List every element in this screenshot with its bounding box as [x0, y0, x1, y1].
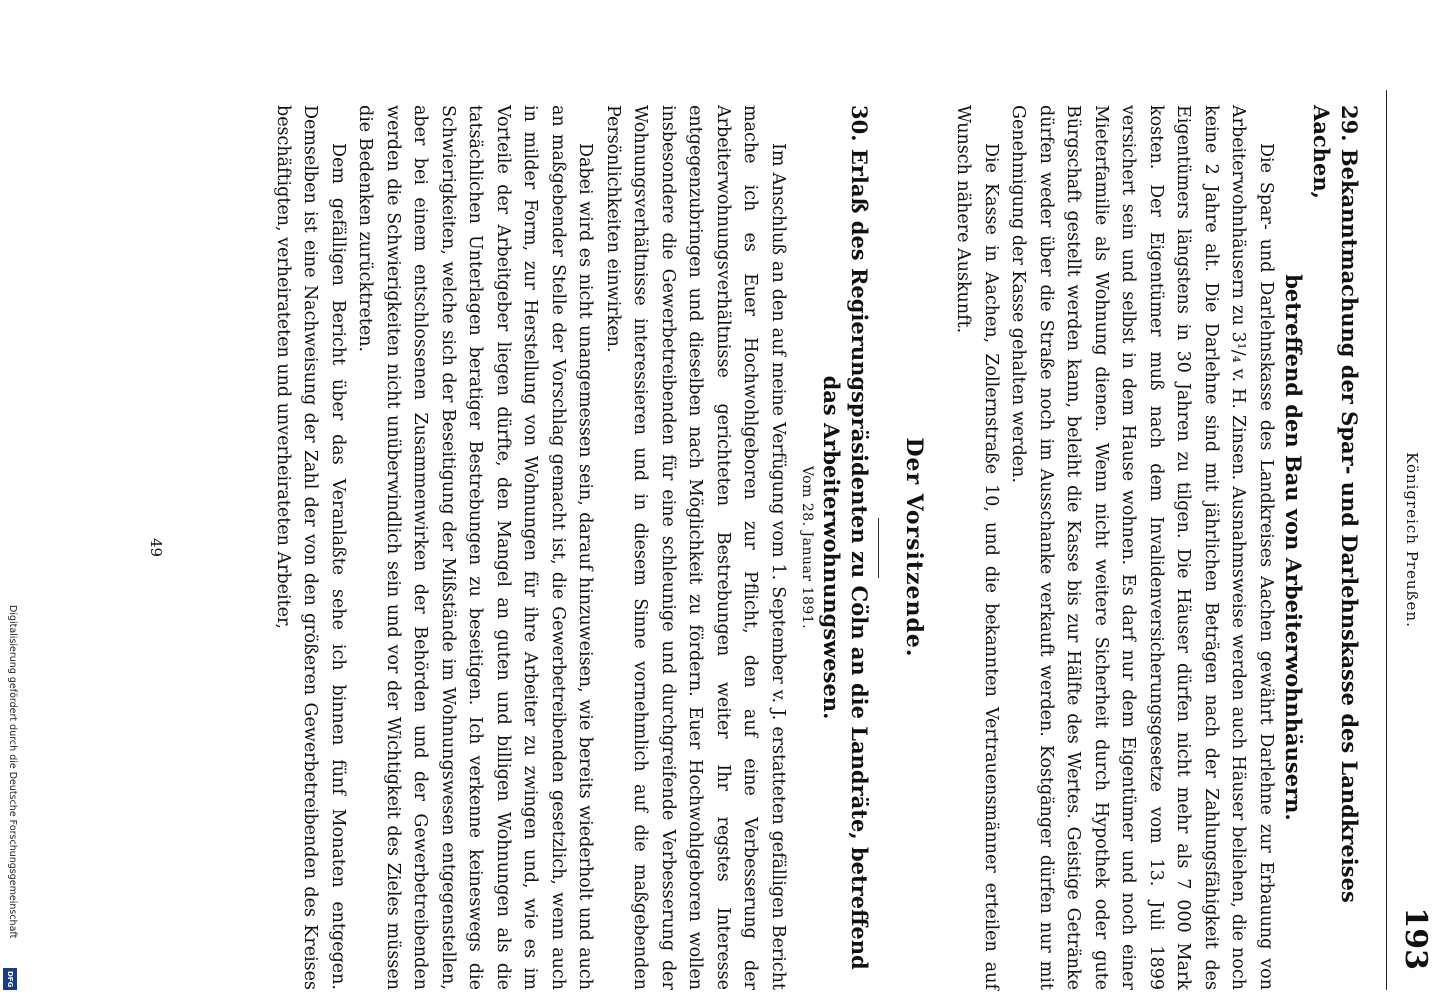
rotated-page-content — [147, 0, 1455, 1000]
section-30-paragraph-1: Im Anschluß an den auf meine Verfügung vom 1. September v. J. erstatteten gefälligen Bericht mache ich es Euer Hochwohlgeboren zur Pflicht, den auf eine Verbesserung der Arbeiterwohnungsverhältnisse gerichteten Bestrebungen weiter Ihr regstes Interesse entgegenzubringen und dieselben nach Möglichkeit zu fördern. Euer Hochwohlgeboren wollen insbesondere die Gewerbetreibenden für eine schleunige und durchgreifende Verbesserung der Wohnungsverhältnisse interessieren und in diesem Sinne vornehmlich auf die maßgebenden Persönlichkeiten einwirken. — [603, 105, 788, 990]
signature-mark: 49 — [147, 537, 165, 558]
section-29-paragraph-1: Die Spar- und Darlehnskasse des Landkreises Aachen gewährt Darlehne zur Erbauung von Arbeiterwohnhäusern zu 3¹/₄ v. H. Zinsen. Ausnahmsweise werden auch Häuser beliehen, die noch keine 2 Jahre alt. Die Darlehne sind mit jährlichen Beträgen nach der Zahlungsfähigkeit des Eigentümers längstens in 30 Jahren zu tilgen. Die Häuser dürfen nicht mehr als 7 000 Mark kosten. Der Eigentümer muß nach dem Invalidenversicherungsgesetze vom 13. Juli 1899 versichert sein und selbst in dem Hause wohnen. Es darf nur dem Eigentümer und noch einer Mieterfamilie als Wohnung dienen. Wenn nicht weitere Sicherheit durch Hypothek oder gute Bürgschaft gestellt werden kann, beleiht die Kasse bis zur Hälfte des Wertes. Geistige Getränke dürfen weder über die Straße noch im Ausschanke verkauft werden. Kostgänger dürfen nur mit Genehmigung der Kasse gehalten werden. — [1008, 105, 1276, 990]
digitization-credit — [0, 0, 20, 1000]
section-29-paragraph-2: Die Kasse in Aachen, Zollernstraße 10, und die bekannten Vertrauensmänner erteilen auf Wunsch nähere Auskunft. — [953, 105, 1001, 990]
digitization-credit-text: Digitalisierung gefördert durch die Deutsche Forschungsgemeinschaft — [7, 605, 18, 939]
section-29-signature: Der Vorsitzende. — [901, 437, 927, 658]
running-title: Königreich Preußen. — [1403, 452, 1421, 628]
section-29 — [864, 105, 1363, 990]
section-divider — [878, 518, 879, 578]
section-29-heading: 29. Bekanntmachung der Spar- und Darlehnskasse des Landkreises Aachen, — [1309, 105, 1362, 903]
section-30-paragraph-3: Dem gefälligen Bericht über das Veranlaßte sehe ich binnen fünf Monaten entgegen. Demselben ist eine Nachweisung der Zahl der von den größeren Gewerbetreibenden des Kreises beschäftigten, verheirateten und unverheirateten Arbeiter, — [273, 105, 348, 990]
section-30-subheading: das Arbeiterwohnungswesen. — [819, 375, 844, 720]
section-30-paragraph-2: Dabei wird es nicht unangemessen sein, darauf hinzuweisen, wie bereits wiederholt und auch an maßgebender Stelle der Vorschlag gemacht ist, die Gewerbetreibenden gesetzlich, wenn auch in milder Form, zur Herstellung von Wohnungen für ihre Arbeiter zu zwingen und, wie es im Vorteile der Arbeitgeber liegen dürfte, den Mangel an guten und billigen Wohnungen als die tatsächlichen Unterlagen beratiger Bestrebungen zu beseitigen. Ich verkenne keineswegs die Schwierigkeiten, welche sich der Beseitigung der Mißstände im Wohnungswesen entgegenstellen, aber bei einem entschlossenen Zusammenwirken der Behörden und der Gewerbetreibenden werden die Schwierigkeiten nicht unüberwindlich sein und vor der Wichtigkeit des Zieles müssen die Bedenken zurücktreten. — [355, 105, 596, 990]
running-header — [1386, 90, 1433, 990]
section-30-date: Vom 28. Januar 1891. — [799, 465, 815, 630]
section-29-subheading: betreffend den Bau von Arbeiterwohnhäusern. — [1281, 274, 1306, 821]
section-30 — [147, 105, 874, 990]
page-number: 193 — [1398, 907, 1433, 970]
dfg-logo: DFG — [3, 968, 17, 990]
section-30-heading: 30. Erlaß des Regierungspräsidenten zu Cöln an die Landräte, betreffend — [847, 105, 872, 970]
